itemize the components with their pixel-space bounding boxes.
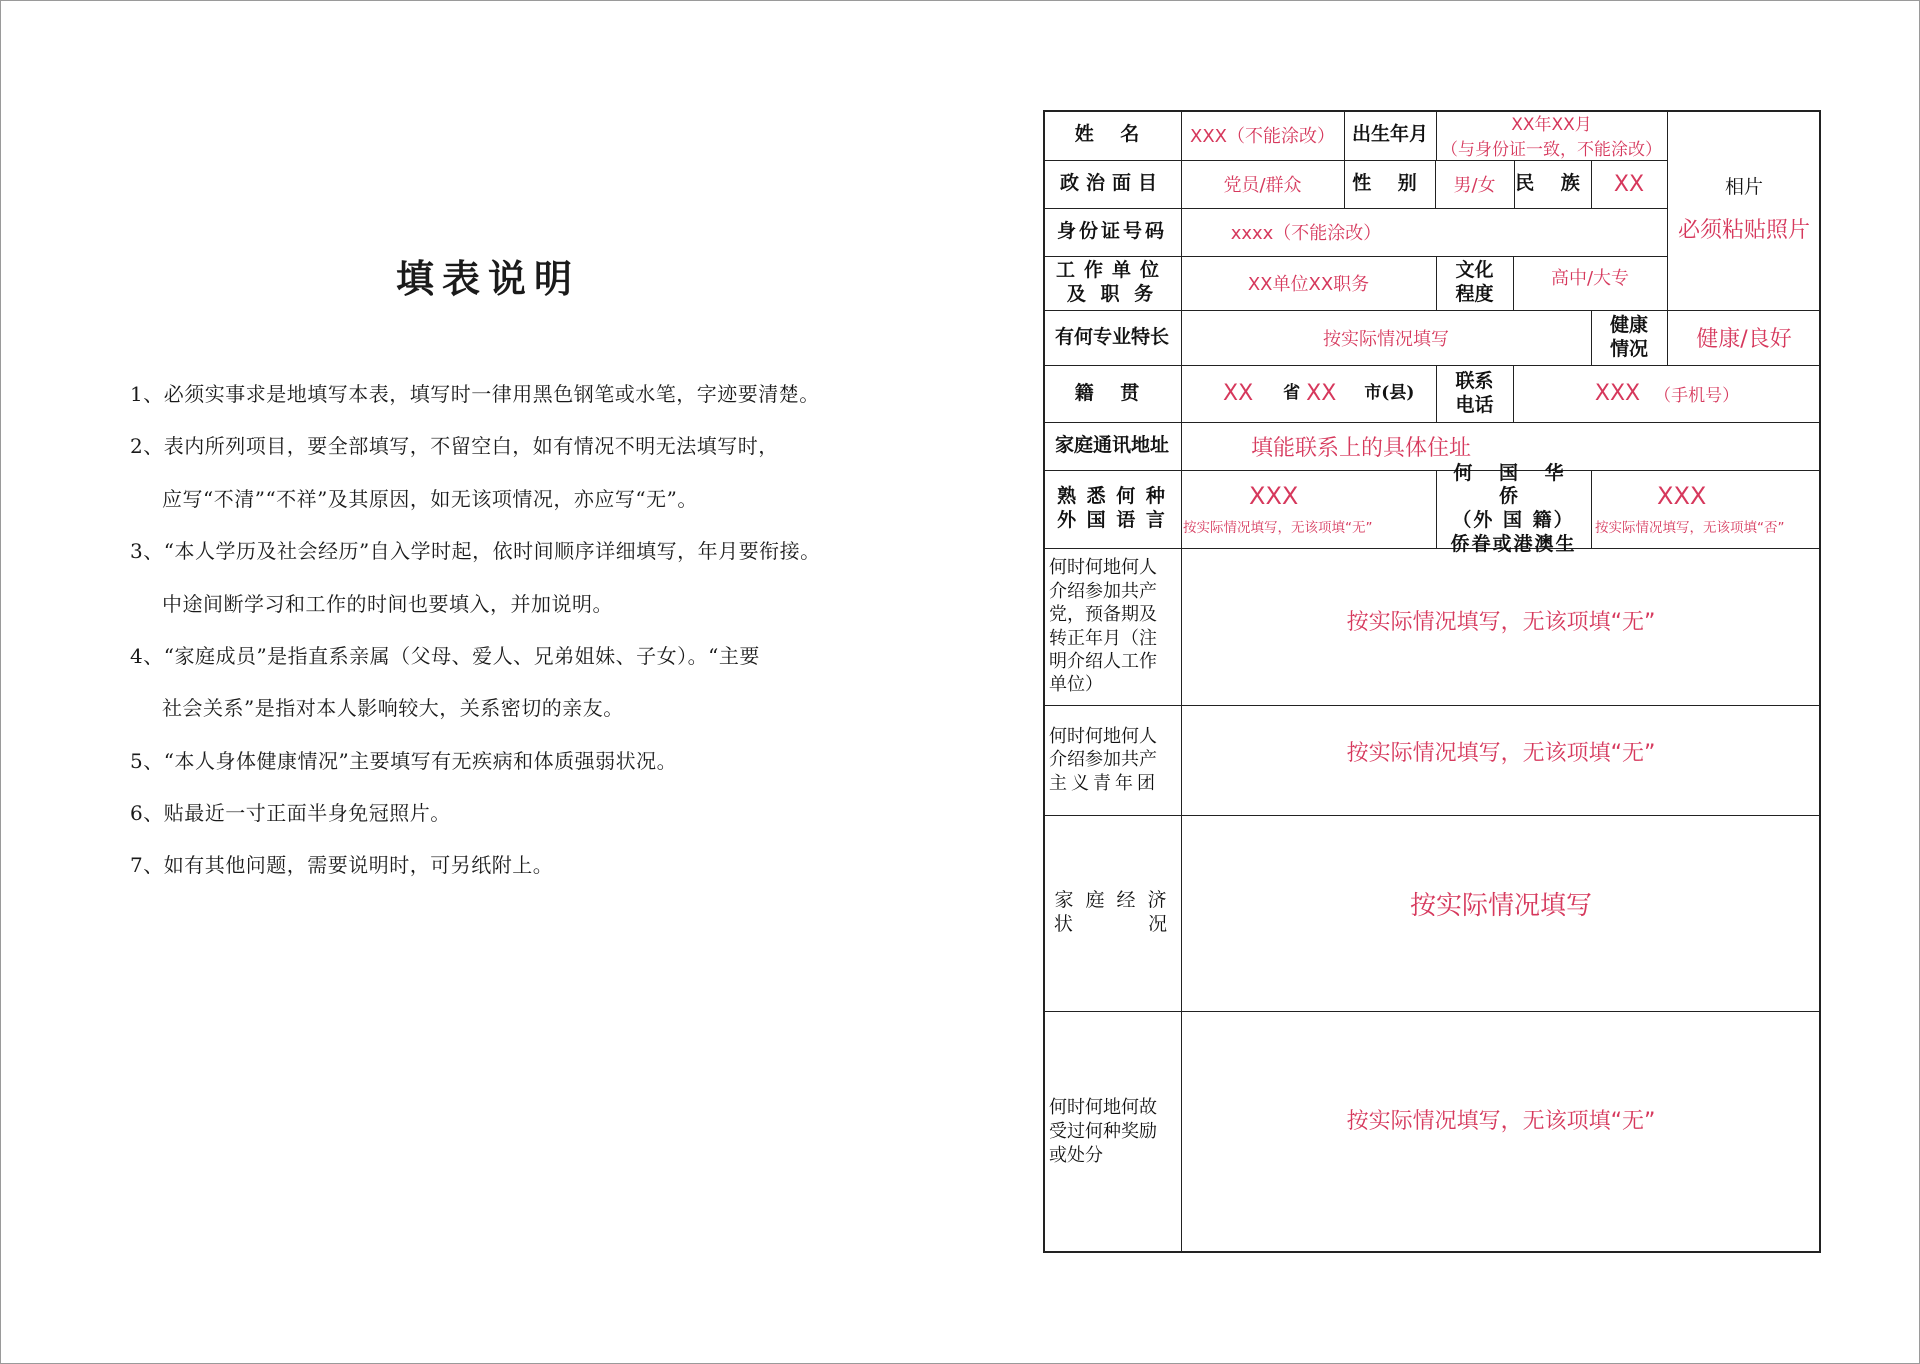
overseas-label (1436, 461, 1591, 555)
health-label-line: 健康 (1609, 313, 1648, 336)
id-number-label: 身份证号码 (1056, 220, 1167, 243)
family-econ-label (1043, 815, 1181, 1011)
awards-value: 按实际情况填写，无该项填“无” (1346, 1108, 1656, 1134)
party-label-line: 转正年月（注 (1049, 627, 1157, 649)
phone-label-line: 电话 (1455, 393, 1494, 416)
phone-number: XXX (1594, 381, 1641, 406)
awards-label-line: 或处分 (1049, 1145, 1103, 1167)
political-value: 党员/群众 (1223, 175, 1302, 196)
health-label (1591, 310, 1667, 365)
birth-value-note: （与身份证一致，不能涂改） (1441, 140, 1662, 160)
party-value: 按实际情况填写，无该项填“无” (1346, 610, 1656, 635)
specialty-value: 按实际情况填写 (1323, 328, 1449, 350)
language-value-note: 按实际情况填写，无该项填“无” (1183, 520, 1373, 536)
instructions-title: 填表说明 (396, 257, 581, 301)
phone-note: （手机号） (1654, 386, 1740, 406)
work-unit-label (1043, 256, 1181, 310)
party-label-line: 党，预备期及 (1049, 604, 1157, 626)
city-value: XX (1306, 381, 1337, 406)
instruction-item: 5、“本人身体健康情况”主要填写有无疾病和体质强弱状况。 (130, 749, 678, 773)
health-value: 健康/良好 (1696, 327, 1792, 352)
name-label: 姓 名 (1074, 123, 1150, 146)
photo-cell (1667, 110, 1821, 310)
city-label: 市(县) (1364, 382, 1415, 403)
ethnicity-value: XX (1613, 171, 1645, 197)
native-place-label: 籍 贯 (1074, 381, 1150, 404)
language-label-line: 熟 悉 何 种 (1057, 485, 1167, 508)
overseas-label-line: （外 国 籍） (1452, 509, 1575, 531)
instruction-item: 3、“本人学历及社会经历”自入学时起，依时间顺序详细填写，年月要衔接。 (130, 539, 821, 563)
birth-label: 出生年月 (1351, 123, 1428, 146)
birth-value-date: XX年XX月 (1511, 115, 1592, 135)
awards-label-line: 受过何种奖励 (1049, 1120, 1157, 1142)
id-number-value: xxxx（不能涂改） (1230, 223, 1382, 244)
family-econ-label-line: 家 庭 经 济 (1054, 889, 1170, 912)
instruction-item: 4、“家庭成员”是指直系亲属（父母、爱人、兄弟姐妹、子女）。“主要 (130, 644, 760, 668)
language-label-line: 外 国 语 言 (1057, 509, 1167, 531)
overseas-value-main: XXX (1657, 482, 1707, 510)
instruction-item: 6、贴最近一寸正面半身免冠照片。 (130, 801, 451, 825)
ethnicity-label: 民 族 (1515, 172, 1590, 195)
gender-label: 性 别 (1352, 172, 1427, 195)
photo-label: 相片 (1724, 175, 1763, 198)
party-label-line: 单位） (1049, 674, 1103, 696)
education-label (1436, 256, 1513, 310)
instruction-item: 1、必须实事求是地填写本表，填写时一律用黑色钢笔或水笔，字迹要清楚。 (130, 382, 820, 406)
league-label-line: 何时何地何人 (1049, 725, 1157, 747)
work-unit-label-line: 工作单位 (1055, 259, 1168, 282)
overseas-label-line: 何 国 华 侨 (1453, 461, 1574, 508)
overseas-value-note: 按实际情况填写，无该项填“否” (1595, 520, 1785, 536)
league-label-line: 介绍参加共产 (1049, 749, 1157, 771)
address-value: 填能联系上的具体住址 (1251, 435, 1472, 461)
party-label (1043, 548, 1181, 705)
gender-value: 男/女 (1453, 175, 1496, 196)
awards-label-line: 何时何地何故 (1049, 1096, 1157, 1118)
specialty-label: 有何专业特长 (1054, 325, 1169, 348)
overseas-label-line: 侨眷或港澳生 (1450, 532, 1577, 555)
native-place-value (1181, 365, 1436, 422)
health-label-line: 情况 (1609, 337, 1648, 360)
family-econ-label-line: 状 况 (1053, 913, 1171, 935)
photo-note: 必须粘贴照片 (1677, 218, 1810, 244)
instruction-item: 应写“不清”“不祥”及其原因，如无该项情况，亦应写“无”。 (162, 487, 698, 511)
work-unit-value: XX单位XX职务 (1247, 274, 1370, 295)
phone-label-line: 联系 (1455, 369, 1494, 392)
province-label: 省 (1283, 382, 1301, 403)
political-label: 政治面目 (1059, 172, 1164, 195)
education-label-line: 文化 (1455, 259, 1494, 282)
language-value (1181, 470, 1436, 548)
overseas-value (1591, 470, 1821, 548)
instruction-item: 7、如有其他问题，需要说明时，可另纸附上。 (130, 853, 554, 877)
registration-form (1043, 110, 1821, 1253)
party-label-line: 何时何地何人 (1049, 557, 1157, 579)
awards-label (1043, 1011, 1181, 1253)
name-value: XXX（不能涂改） (1190, 126, 1335, 147)
league-value: 按实际情况填写，无该项填“无” (1346, 740, 1656, 766)
birth-value (1436, 110, 1667, 160)
league-label-line: 主义青年团 (1049, 772, 1159, 794)
instruction-item: 2、表内所列项目，要全部填写，不留空白，如有情况不明无法填写时， (130, 434, 779, 458)
phone-label (1436, 365, 1513, 422)
party-label-line: 介绍参加共产 (1049, 580, 1157, 602)
instruction-item: 社会关系”是指对本人影响较大，关系密切的亲友。 (162, 696, 624, 720)
party-label-line: 明介绍人工作 (1049, 650, 1157, 672)
address-label: 家庭通讯地址 (1054, 434, 1169, 457)
work-unit-label-line: 及 职 务 (1066, 283, 1158, 305)
education-label-line: 程度 (1455, 283, 1494, 305)
phone-value (1513, 365, 1821, 422)
language-label (1043, 470, 1181, 548)
education-value: 高中/大专 (1550, 268, 1630, 289)
province-value: XX (1223, 381, 1254, 406)
league-label (1043, 705, 1181, 815)
instruction-item: 中途间断学习和工作的时间也要填入，并加说明。 (162, 592, 613, 616)
family-econ-value: 按实际情况填写 (1409, 890, 1592, 921)
language-value-main: XXX (1249, 482, 1299, 510)
